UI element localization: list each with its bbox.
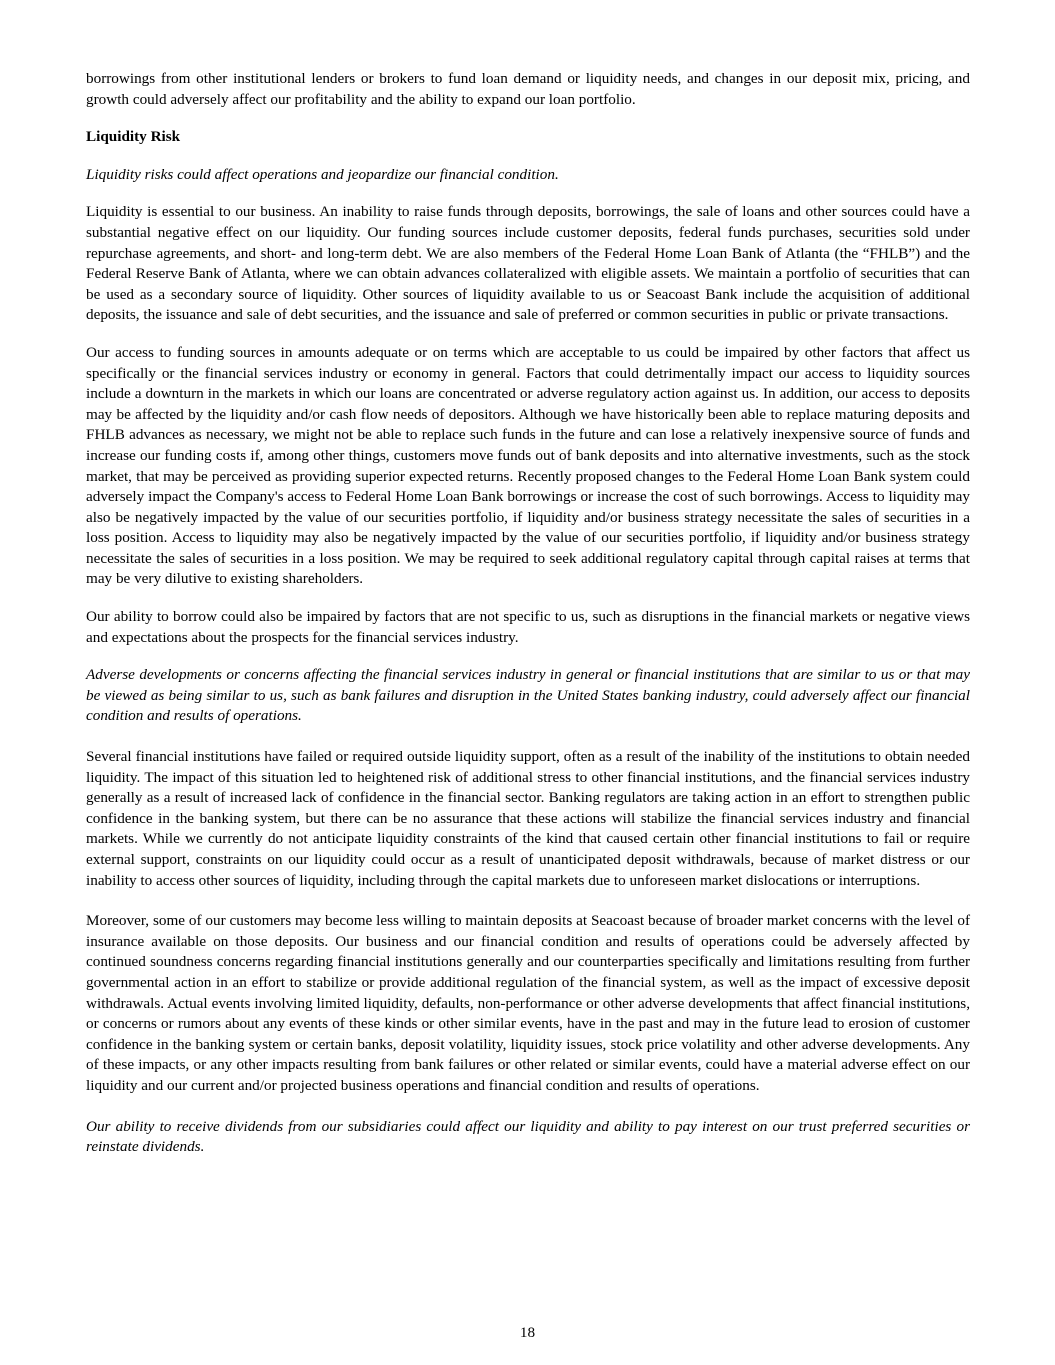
body-paragraph: Our access to funding sources in amounts adequate or on terms which are acceptable to us could be impaired by other factors that affect us specifically or the financial services industry or economy in general. Factors that could detrimentally impact our access to liquidity sources include a downturn in the markets in which our loans are concentrated or adverse regulatory action against us. In addition, our access to deposits may be affected by the liquidity and/or cash flow needs of depositors. Although we have historically been able to replace maturing deposits and FHLB advances as necessary, we might not be able to replace such funds in the future and can lose a relatively inexpensive source of funds and increase our funding costs if, among other things, customers move funds out of bank deposits and into alternative investments, such as the stock market, that may be perceived as providing superior expected returns. Recently proposed changes to the Federal Home Loan Bank system could adversely impact the Company's access to Federal Home Loan Bank borrowings or increase the cost of such borrowings. Access to liquidity may also be negatively impacted by the value of our securities portfolio, if liquidity and/or business strategy necessitate the sales of securities in a loss position. Access to liquidity may also be negatively impacted by the value of our securities portfolio, if liquidity and/or business strategy necessitate the sales of securities in a loss position. We may be required to seek additional regulatory capital through capital raises at terms that may be very dilutive to existing shareholders. — [86, 343, 970, 588]
body-paragraph: Our ability to borrow could also be impaired by factors that are not specific to us, such as disruptions in the financial markets or negative views and expectations about the prospects for the financial services industry. — [86, 608, 970, 646]
body-paragraph: Liquidity is essential to our business. An inability to raise funds through deposits, borrowings, the sale of loans and other sources could have a substantial negative effect on our liquidity. Our funding sources include customer deposits, federal funds purchases, securities sold under repurchase agreements, and short- and long-term debt. We are also members of the Federal Home Loan Bank of Atlanta (the “FHLB”) and the Federal Reserve Bank of Atlanta, where we can obtain advances collateralized with eligible assets. We maintain a portfolio of securities that can be used as a secondary source of liquidity. Other sources of liquidity available to us or Seacoast Bank include the acquisition of additional deposits, the issuance and sale of debt securities, and the issuance and sale of preferred or common securities in public or private transactions. — [86, 203, 970, 324]
risk-factor-title-dividends: Our ability to receive dividends from our subsidiaries could affect our liquidity and ability to pay interest on our trust preferred securities or reinstate dividends. — [86, 1117, 970, 1156]
body-paragraph: Several financial institutions have failed or required outside liquidity support, often as a result of the inability of the institutions to obtain needed liquidity. The impact of this situation led to heightened risk of additional stress to other financial institutions, and the financial services industry generally as a result of increased lack of confidence in the financial sector. Banking regulators are taking action in an effort to strengthen public confidence in the banking system, but there can be no assurance that these actions will stabilize the financial services industry and financial markets. While we currently do not anticipate liquidity constraints of the kind that caused certain other financial institutions to fail or require external support, constraints on our liquidity could occur as a result of unanticipated deposit withdrawals, because of market distress or our inability to access other sources of liquidity, including through the capital markets due to unforeseen market dislocations or interruptions. — [86, 748, 970, 889]
risk-factor-title-liquidity: Liquidity risks could affect operations and jeopardize our financial condition. — [86, 165, 559, 183]
document-body — [86, 69, 970, 1158]
section-heading: Liquidity Risk — [86, 128, 181, 146]
body-paragraph: Moreover, some of our customers may become less willing to maintain deposits at Seacoast because of broader market concerns with the level of insurance available on those deposits. Our business and our financial condition and results of operations could be adversely affected by continued soundness concerns regarding financial institutions generally and our counterparties specifically and limitations resulting from further governmental action in an effort to stabilize or provide additional regulation of the financial system, as well as the impact of excessive deposit withdrawals. Actual events involving limited liquidity, defaults, non-performance or other adverse developments that affect financial institutions, or concerns or rumors about any events of these kinds or other similar events, have in the past and may in the future lead to erosion of customer confidence in the banking system or certain banks, deposit volatility, liquidity issues, stock price volatility and other adverse developments. Any of these impacts, or any other impacts resulting from bank failures or other related or similar events, could have a material adverse effect on our liquidity and our current and/or projected business operations and financial condition and results of operations. — [86, 912, 970, 1094]
intro-paragraph: borrowings from other institutional lenders or brokers to fund loan demand or liquidity needs, and changes in our deposit mix, pricing, and growth could adversely affect our profitability and the ability to expand our loan portfolio. — [86, 70, 970, 108]
page-number: 18 — [519, 1324, 536, 1341]
risk-factor-title-industry: Adverse developments or concerns affecting the financial services industry in general or financial institutions that are similar to us or that may be viewed as being similar to us, such as bank failures and disruption in the United States banking industry, could adversely affect our financial condition and results of operations. — [86, 666, 970, 725]
